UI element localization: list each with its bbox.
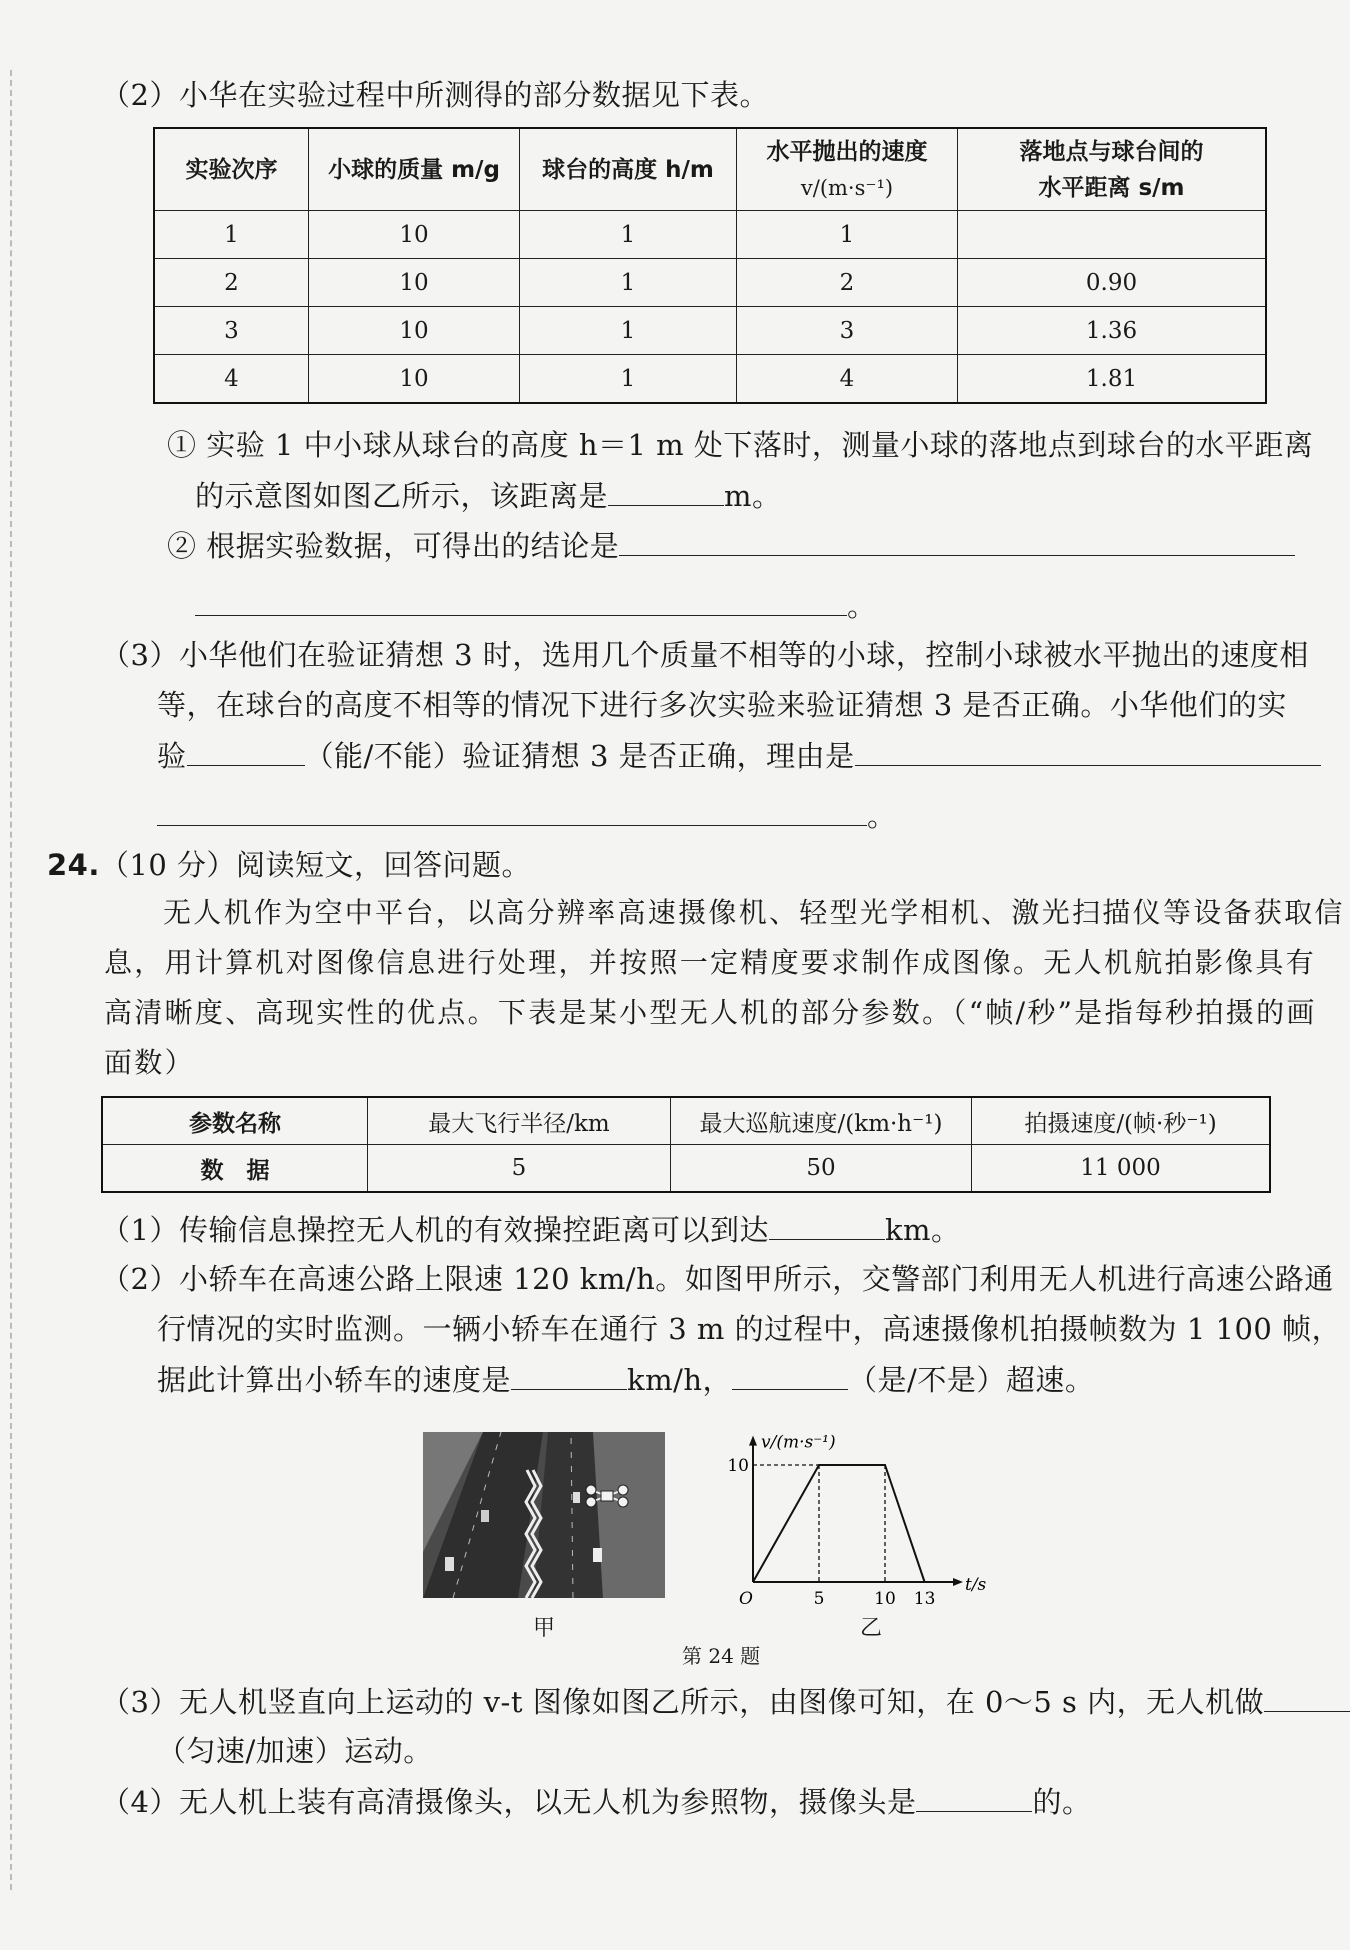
- q23-sub2-line1: [167, 525, 1295, 566]
- x-tick-label: 13: [913, 1589, 936, 1609]
- x-axis-arrow: [953, 1578, 963, 1586]
- binding-margin-line: [10, 70, 12, 1890]
- table-cell: 11 000: [972, 1145, 1271, 1193]
- q24-number: 24.: [47, 848, 100, 882]
- answer-blank[interactable]: [619, 525, 1295, 556]
- table-cell: 1: [520, 355, 737, 404]
- figure-caption: 第 24 题: [682, 1644, 761, 1668]
- answer-blank[interactable]: [187, 735, 305, 766]
- header-trial: 实验次序: [154, 128, 309, 211]
- figure-a-label: 甲: [533, 1616, 556, 1641]
- passage-line: 面数）: [104, 1046, 195, 1079]
- y-tick-label: 10: [727, 1456, 749, 1476]
- q23-part3-line2: 等，在球台的高度不相等的情况下进行多次实验来验证猜想 3 是否正确。小华他们的实: [157, 688, 1287, 722]
- q23-part3-line1: （3）小华他们在验证猜想 3 时，选用几个质量不相等的小球，控制小球被水平抛出的速度相: [101, 638, 1309, 672]
- header-distance: [958, 128, 1267, 211]
- q24-p1-text: （1）传输信息操控无人机的有效操控距离可以到达: [101, 1213, 769, 1247]
- q24-p3-line2: （匀速/加速）运动。: [157, 1734, 433, 1768]
- answer-blank[interactable]: [855, 735, 1321, 766]
- header-speed-line1: 水平抛出的速度: [766, 138, 928, 165]
- q24-p2-line1: （2）小轿车在高速公路上限速 120 km/h。如图甲所示，交警部门利用无人机进行高速公路通: [101, 1262, 1334, 1296]
- q24-p2-text-a: 据此计算出小轿车的速度是: [157, 1363, 512, 1397]
- q23-part3-line3: [157, 735, 1321, 776]
- q23-sub2-line2: [195, 585, 877, 626]
- table-cell: 4: [154, 355, 309, 404]
- table-cell: 2: [154, 259, 309, 307]
- x-tick-label: 10: [874, 1589, 896, 1609]
- y-axis-label: v/(m·s⁻¹): [761, 1432, 836, 1453]
- table-cell: 10: [309, 307, 520, 355]
- answer-blank[interactable]: [769, 1209, 885, 1240]
- x-axis-label: t/s: [965, 1575, 987, 1595]
- q23-sub2-end: 。: [847, 589, 877, 623]
- header-height: 球台的高度 h/m: [520, 128, 737, 211]
- highway-photo: [423, 1432, 665, 1598]
- y-axis-arrow: [749, 1436, 757, 1446]
- header-distance-line2: 水平距离 s/m: [1038, 174, 1185, 201]
- answer-blank[interactable]: [195, 585, 847, 616]
- header-distance-line1: 落地点与球台间的: [1019, 138, 1204, 165]
- table-cell: 3: [737, 307, 958, 355]
- q23-part3-text-a: 验: [157, 739, 187, 773]
- vt-chart: [720, 1416, 1020, 1631]
- q24-p3-line1: [101, 1681, 1350, 1722]
- table-cell: 1.36: [958, 307, 1267, 355]
- table-cell: 10: [309, 211, 520, 259]
- table-header-row: [154, 128, 1266, 211]
- table-cell: 1: [520, 211, 737, 259]
- table-cell: 10: [309, 259, 520, 307]
- passage-line: 高清晰度、高现实性的优点。下表是某小型无人机的部分参数。（“帧/秒”是指每秒拍摄的画: [104, 996, 1317, 1029]
- q23-data-table: [153, 127, 1267, 404]
- q24-p2-text-b: km/h，: [627, 1363, 733, 1397]
- series-line: [753, 1465, 925, 1582]
- x-tick-label: 5: [813, 1589, 825, 1609]
- header-speed: [737, 128, 958, 211]
- table-row: [154, 259, 1266, 307]
- table-row: [102, 1145, 1270, 1193]
- header-max-speed: 最大巡航速度/(km·h⁻¹): [671, 1097, 972, 1145]
- table-header-row: [102, 1097, 1270, 1145]
- row-label: 数 据: [102, 1145, 368, 1193]
- table-cell: 3: [154, 307, 309, 355]
- highway-photo-drawing: [423, 1432, 665, 1598]
- table-cell: 4: [737, 355, 958, 404]
- table-cell: 1.81: [958, 355, 1267, 404]
- q24-p3-text: （3）无人机竖直向上运动的 v-t 图像如图乙所示，由图像可知，在 0～5 s 内，无人机做: [101, 1685, 1265, 1719]
- q23-part3-end: 。: [867, 799, 897, 833]
- q24-p2-line2: 行情况的实时监测。一辆小轿车在通行 3 m 的过程中，高速摄像机拍摄帧数为 1 100 帧，: [157, 1312, 1342, 1346]
- q24-p1: [101, 1209, 961, 1250]
- header-speed-line2: v/(m·s⁻¹): [800, 175, 894, 200]
- table-row: [154, 211, 1266, 259]
- table-cell: 5: [368, 1145, 671, 1193]
- q24-header: [47, 845, 531, 885]
- q24-p4: [101, 1781, 1091, 1822]
- q23-sub1-unit: m。: [724, 479, 782, 513]
- q24-header-text: （10 分）阅读短文，回答问题。: [99, 848, 531, 882]
- answer-blank[interactable]: [608, 475, 724, 506]
- table-cell: 1: [737, 211, 958, 259]
- answer-blank[interactable]: [511, 1359, 627, 1390]
- q24-p2-text-c: （是/不是）超速。: [848, 1363, 1095, 1397]
- answer-blank[interactable]: [157, 795, 867, 826]
- q23-part3-text-b: （能/不能）验证猜想 3 是否正确，理由是: [304, 739, 855, 773]
- answer-blank[interactable]: [1264, 1681, 1350, 1712]
- q24-p1-unit: km。: [884, 1213, 961, 1247]
- q23-part3-line4: [157, 795, 897, 836]
- table-cell: 1: [520, 259, 737, 307]
- answer-blank[interactable]: [916, 1781, 1032, 1812]
- passage-line: 无人机作为空中平台，以高分辨率高速摄像机、轻型光学相机、激光扫描仪等设备获取信: [163, 896, 1345, 929]
- passage-line: 息，用计算机对图像信息进行处理，并按照一定精度要求制作成图像。无人机航拍影像具有: [104, 946, 1317, 979]
- q23-sub1-line2: [195, 475, 782, 516]
- q24-p2-line3: [157, 1359, 1094, 1400]
- table-cell: 2: [737, 259, 958, 307]
- table-cell: 50: [671, 1145, 972, 1193]
- q23-sub2-text: ② 根据实验数据，可得出的结论是: [167, 529, 620, 563]
- figure-b-label: 乙: [860, 1616, 883, 1641]
- table-row: [154, 355, 1266, 404]
- table-cell: [958, 211, 1267, 259]
- q23-sub1-line1: ① 实验 1 中小球从球台的高度 h＝1 m 处下落时，测量小球的落地点到球台的水平距离: [167, 428, 1314, 462]
- q23-sub1-text: 的示意图如图乙所示，该距离是: [195, 479, 609, 513]
- table-cell: 1: [154, 211, 309, 259]
- origin-label: O: [739, 1589, 753, 1609]
- chart-layer: [727, 1433, 986, 1609]
- header-mass: 小球的质量 m/g: [309, 128, 520, 211]
- q24-p4-text: （4）无人机上装有高清摄像头，以无人机为参照物，摄像头是: [101, 1785, 917, 1819]
- header-max-radius: 最大飞行半径/km: [368, 1097, 671, 1145]
- header-frame-rate: 拍摄速度/(帧·秒⁻¹): [972, 1097, 1271, 1145]
- table-cell: 0.90: [958, 259, 1267, 307]
- header-param-name: 参数名称: [102, 1097, 368, 1145]
- table-cell: 1: [520, 307, 737, 355]
- table-cell: 10: [309, 355, 520, 404]
- drone-parameter-table: [101, 1096, 1271, 1193]
- answer-blank[interactable]: [732, 1359, 848, 1390]
- q23-part2-intro: （2）小华在实验过程中所测得的部分数据见下表。: [101, 78, 769, 112]
- q24-p4-end: 的。: [1032, 1785, 1092, 1819]
- table-row: [154, 307, 1266, 355]
